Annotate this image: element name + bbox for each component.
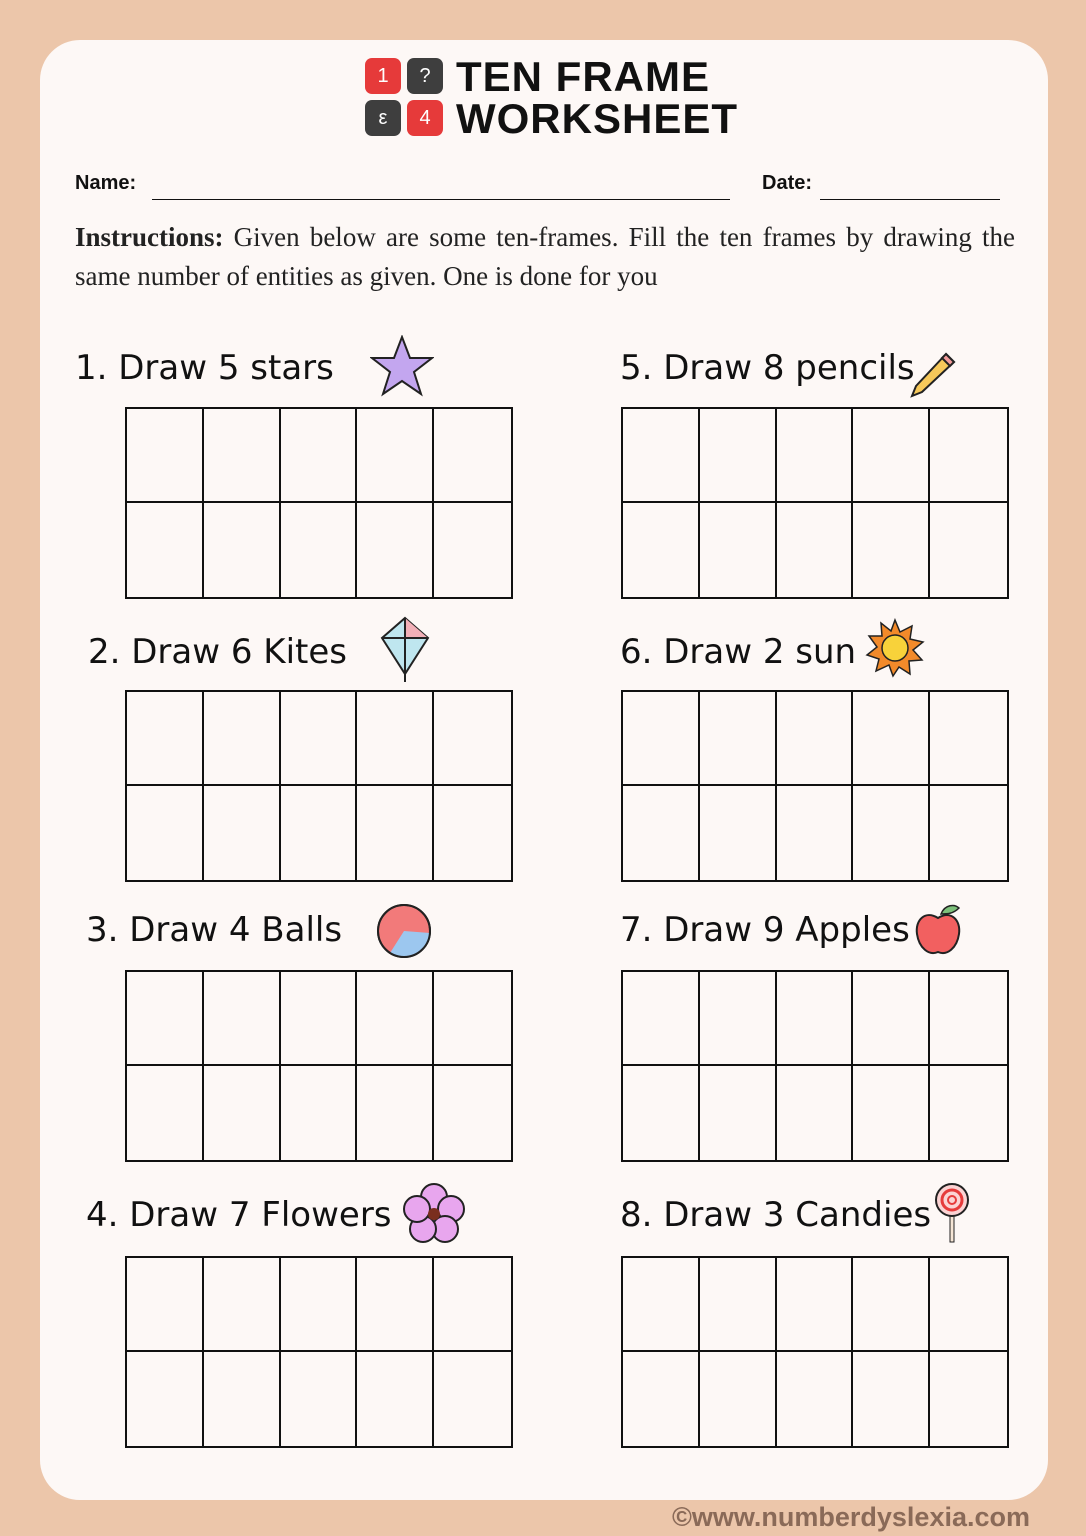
pencil-icon [908, 350, 958, 398]
ten-frame [125, 690, 513, 882]
star-icon [370, 335, 434, 397]
logo-tile: 4 [407, 100, 443, 136]
logo-tile: ? [407, 58, 443, 94]
item-heading: 8. Draw 3 Candies [620, 1195, 932, 1235]
ten-frame [125, 407, 513, 599]
ten-frame [621, 1256, 1009, 1448]
item-heading: 5. Draw 8 pencils [620, 348, 915, 388]
item-heading: 1. Draw 5 stars [75, 348, 334, 388]
ten-frame [621, 690, 1009, 882]
date-field[interactable] [820, 199, 1000, 200]
sun-icon [864, 618, 926, 678]
page-title [456, 53, 738, 142]
item-heading: 4. Draw 7 Flowers [86, 1195, 392, 1235]
title-line: TEN FRAME [456, 53, 710, 100]
kite-icon [378, 616, 432, 684]
footer-copyright: ©www.numberdyslexia.com [672, 1502, 1031, 1532]
logo [365, 58, 445, 136]
ball-icon [376, 903, 432, 959]
instructions-label: Instructions: [75, 222, 224, 252]
item-heading: 3. Draw 4 Balls [86, 910, 343, 950]
logo-tile: ε [365, 100, 401, 136]
name-label: Name: [75, 172, 137, 194]
instructions-text: Given below are some ten-frames. Fill the ten frames by drawing the same number of entities as given. One is done for you [75, 222, 1015, 291]
apple-icon [913, 902, 963, 958]
flower-icon [402, 1182, 466, 1244]
item-heading: 2. Draw 6 Kites [88, 632, 348, 672]
date-label: Date: [762, 172, 813, 194]
ten-frame [125, 1256, 513, 1448]
name-field[interactable] [152, 199, 730, 200]
title-line: WORKSHEET [456, 95, 738, 142]
ten-frame [621, 407, 1009, 599]
logo-tile: 1 [365, 58, 401, 94]
ten-frame [125, 970, 513, 1162]
candy-icon [932, 1182, 972, 1244]
item-heading: 7. Draw 9 Apples [620, 910, 910, 950]
item-heading: 6. Draw 2 sun [620, 632, 857, 672]
ten-frame [621, 970, 1009, 1162]
instructions [75, 218, 1015, 296]
